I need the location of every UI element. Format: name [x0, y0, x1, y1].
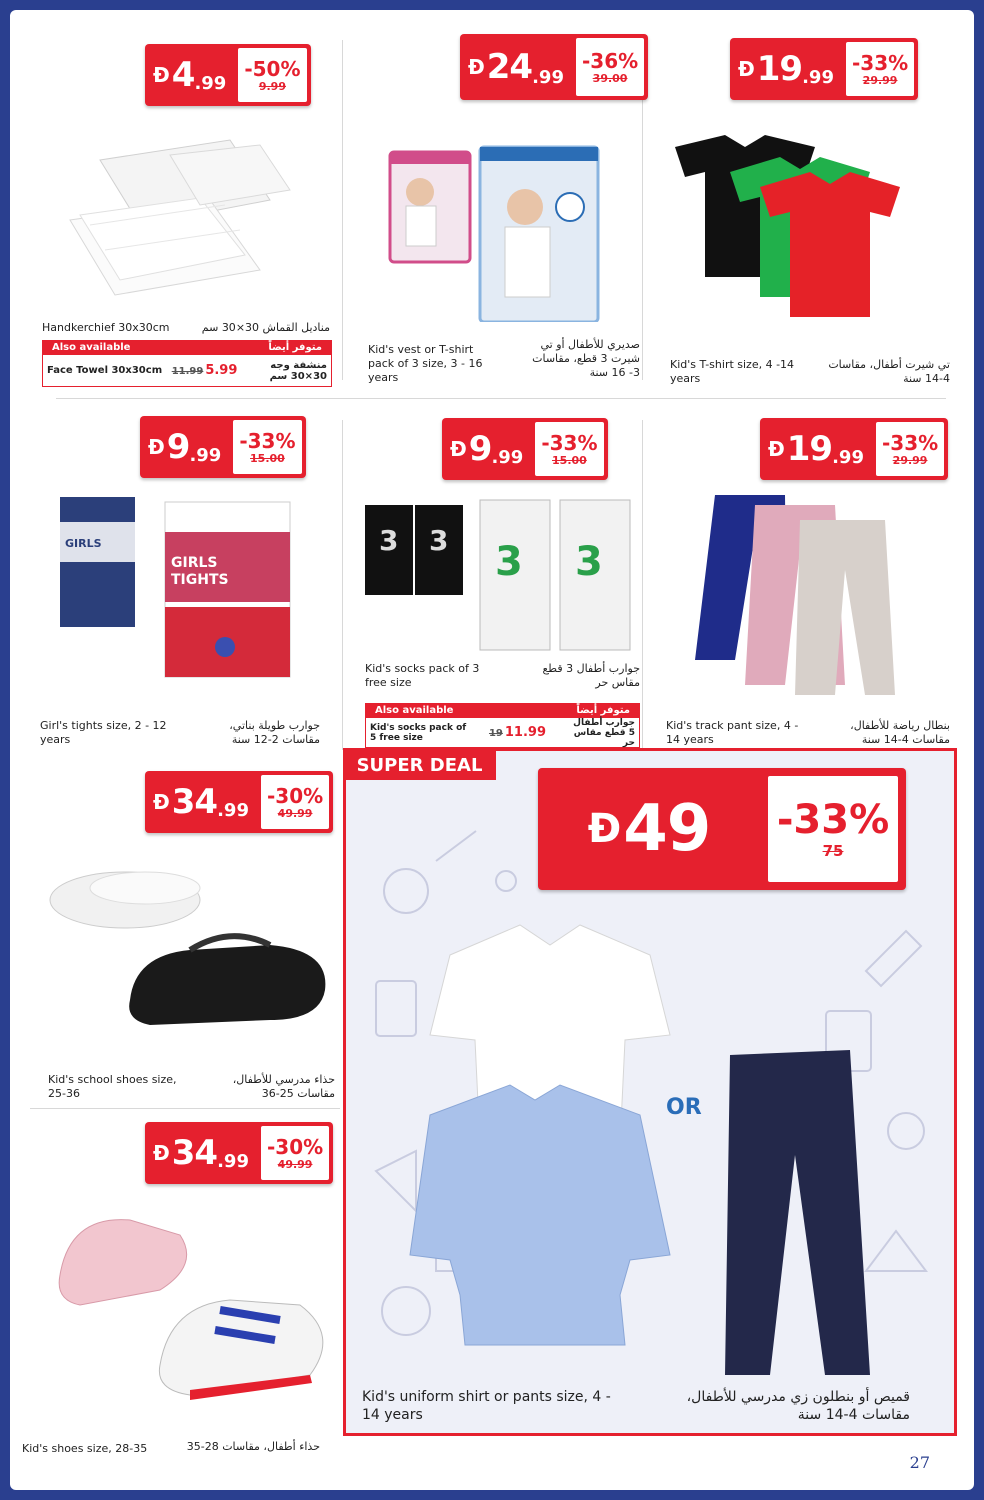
product-name-ar: حذاء أطفال، مقاسات 28-35	[186, 1440, 320, 1453]
product-card-tshirt[interactable]	[650, 32, 955, 385]
track-pants-image	[675, 490, 925, 700]
svg-text:3: 3	[379, 524, 399, 557]
price-badge: Đ 24 .99 -36% 39.00	[460, 34, 648, 100]
product-name-en: Kid's T-shirt size, 4 -14 years	[670, 358, 795, 385]
school-uniform-image	[370, 915, 930, 1385]
old-price: 75	[822, 842, 844, 860]
divider	[642, 420, 643, 750]
product-name-ar: جوارب طويلة بناتي، مقاسات 2-12 سنة	[229, 719, 320, 746]
product-card-shoes[interactable]	[10, 1120, 335, 1455]
product-card-vest[interactable]	[350, 32, 640, 382]
also-available-bar: Also available متوفر أيضاً	[365, 703, 640, 718]
svg-text:3: 3	[429, 524, 449, 557]
old-price: 15.00	[250, 451, 285, 465]
product-name-en: Kid's school shoes size, 25-36	[48, 1073, 177, 1100]
price-badge: Đ 4 .99 -50% 9.99	[145, 44, 311, 106]
discount-label: -50%	[244, 56, 301, 81]
super-deal-price-badge: Đ 49 -33% 75	[538, 768, 906, 890]
svg-text:TIGHTS: TIGHTS	[171, 572, 229, 588]
socks-image	[355, 495, 640, 655]
product-name-en: Kid's track pant size, 4 - 14 years	[666, 719, 799, 746]
handkerchief-image	[60, 130, 300, 310]
divider	[342, 420, 343, 750]
product-name-en: Handkerchief 30x30cm	[42, 321, 170, 334]
page-number: 27	[909, 1453, 930, 1472]
discount-label: -33%	[541, 430, 598, 455]
product-card-school-shoes[interactable]	[30, 765, 335, 1100]
or-label: OR	[666, 1095, 702, 1120]
vest-pack-image	[380, 132, 600, 322]
divider	[56, 398, 946, 399]
product-name-ar: جوارب أطفال 3 قطع مقاس حر	[542, 662, 640, 689]
product-name-en: Kid's shoes size, 28-35	[22, 1442, 148, 1455]
also-available-item[interactable]: Face Towel 30x30cm 11.99 5.99 منشفة وجه 30×30 سم	[42, 355, 332, 387]
flyer-page	[10, 10, 974, 1490]
price-badge: Đ 19 .99 -33% 29.99	[760, 418, 948, 480]
old-price: 15.00	[552, 453, 587, 467]
product-name-ar: حذاء مدرسي للأطفال، مقاسات 25-36	[232, 1073, 335, 1100]
old-price: 29.99	[862, 73, 898, 87]
product-name-ar: صديري للأطفال أو تي شيرت 3 قطع، مقاسات 3- 16 سنة	[532, 338, 640, 379]
price-badge: Đ 9 .99 -33% 15.00	[140, 416, 306, 478]
svg-text:GIRLS: GIRLS	[171, 555, 218, 571]
product-card-tights[interactable]	[30, 410, 335, 750]
super-deal-tag: SUPER DEAL	[343, 750, 496, 780]
product-name-en: Girl's tights size, 2 - 12 years	[40, 719, 167, 746]
discount-label: -33%	[851, 50, 909, 75]
divider	[342, 40, 343, 380]
super-deal-name-ar: قميص أو بنطلون زي مدرسي للأطفال، مقاسات 4-14 سنة	[686, 1389, 910, 1423]
svg-text:GIRLS: GIRLS	[65, 537, 102, 550]
old-price: 9.99	[258, 79, 286, 93]
old-price: 39.00	[592, 71, 628, 85]
product-card-handkerchief[interactable]	[30, 40, 335, 390]
discount-label: -33%	[239, 428, 296, 453]
old-price: 49.99	[277, 806, 313, 820]
product-card-track-pants[interactable]	[650, 410, 955, 750]
school-shoes-image	[40, 850, 330, 1030]
super-deal-name-en: Kid's uniform shirt or pants size, 4 - 14 years	[362, 1389, 611, 1423]
discount-label: -30%	[266, 783, 324, 808]
price-badge: Đ 9 .99 -33% 15.00	[442, 418, 608, 480]
price-badge: Đ 34 .99 -30% 49.99	[145, 1122, 333, 1184]
svg-text:3: 3	[575, 539, 603, 585]
product-name-ar: مناديل القماش 30×30 سم	[201, 321, 330, 334]
svg-text:3: 3	[495, 539, 523, 585]
tshirt-image	[655, 127, 915, 327]
old-price: 49.99	[277, 1157, 313, 1171]
price-badge: Đ 19 .99 -33% 29.99	[730, 38, 918, 100]
discount-label: -36%	[581, 48, 639, 73]
divider	[30, 1108, 340, 1109]
old-price: 29.99	[892, 453, 928, 467]
product-name-en: Kid's vest or T-shirt pack of 3 size, 3 - 16 years	[368, 343, 483, 384]
also-available-bar: Also available متوفر أيضاً	[42, 340, 332, 355]
product-name-en: Kid's socks pack of 3 free size	[365, 662, 480, 689]
product-card-socks[interactable]	[350, 410, 640, 750]
price-badge: Đ 34 .99 -30% 49.99	[145, 771, 333, 833]
product-name-ar: تي شيرت أطفال، مقاسات 4-14 سنة	[828, 358, 950, 385]
discount-label: -33%	[776, 797, 890, 843]
discount-label: -33%	[881, 430, 939, 455]
discount-label: -30%	[266, 1134, 324, 1159]
sneakers-image	[40, 1195, 330, 1415]
tights-image	[55, 492, 295, 682]
product-name-ar: بنطال رياضة للأطفال، مقاسات 4-14 سنة	[850, 719, 950, 746]
also-available-item[interactable]: Kid's socks pack of 5 free size 19 11.99 جوارب أطفال 5 قطع مقاس حر	[365, 718, 640, 748]
